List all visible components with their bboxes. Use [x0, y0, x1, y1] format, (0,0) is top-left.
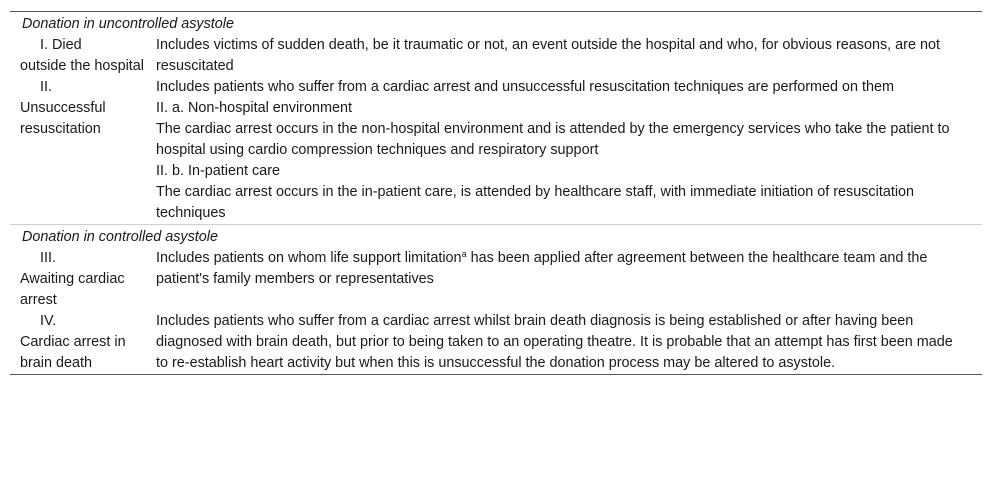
- table-row: [10, 35, 982, 77]
- category-cell: [10, 77, 156, 225]
- subcategory-title: II. b. In-patient care: [156, 163, 280, 179]
- table-row: [10, 248, 982, 311]
- section-title: Donation in uncontrolled asystole: [22, 16, 234, 32]
- classification-table: [10, 11, 982, 375]
- description-text: The cardiac arrest occurs in the non-hospital environment and is attended by the emergency services who take the patient to hospital using cardio compression techniques and respiratory support: [156, 121, 950, 158]
- section-header-row: [10, 225, 982, 249]
- category-label: Cardiac arrest in brain death: [20, 334, 126, 371]
- category-cell: [10, 311, 156, 374]
- category-label: Awaiting cardiac arrest: [20, 271, 125, 308]
- category-number: II.: [40, 79, 52, 95]
- category-label: outside the hospital: [20, 58, 145, 74]
- category-number: I. Died: [40, 37, 82, 53]
- description-text: Includes victims of sudden death, be it traumatic or not, an event outside the hospital and who, for obvious reasons, are not resuscitated: [156, 37, 940, 74]
- description-cell: [156, 35, 982, 77]
- description-text-part: has been applied after agreement between the healthcare team and the patient's family members or representatives: [156, 250, 928, 287]
- category-number: III.: [40, 250, 56, 266]
- footnote-marker: a: [461, 249, 467, 259]
- description-text: Includes patients who suffer from a cardiac arrest whilst brain death diagnosis is being established or after having been diagnosed with brain death, but prior to being taken to an operating theatre. It is probable that an attempt has first been made to re-establish heart activity but when this is unsuccessful the donation process may be altered to asystole.: [156, 313, 953, 371]
- description-text-part: Includes patients on whom life support limitation: [156, 250, 462, 266]
- section-title: Donation in controlled asystole: [10, 225, 982, 249]
- category-label: Unsuccessful resuscitation: [20, 100, 106, 137]
- category-cell: [10, 35, 156, 77]
- description-text: Includes patients who suffer from a cardiac arrest and unsuccessful resuscitation techniques are performed on them: [156, 79, 895, 95]
- description-text: The cardiac arrest occurs in the in-patient care, is attended by healthcare staff, with immediate initiation of resuscitation techniques: [156, 184, 915, 221]
- description-cell: [156, 248, 982, 311]
- category-number: IV.: [40, 313, 57, 329]
- category-cell: [10, 248, 156, 311]
- description-cell: [156, 311, 982, 374]
- description-text: [156, 248, 958, 290]
- section-header-row: [10, 12, 982, 35]
- description-cell: [156, 77, 982, 225]
- table-row: [10, 77, 982, 225]
- subcategory-title: II. a. Non-hospital environment: [156, 100, 352, 116]
- table-row: [10, 311, 982, 374]
